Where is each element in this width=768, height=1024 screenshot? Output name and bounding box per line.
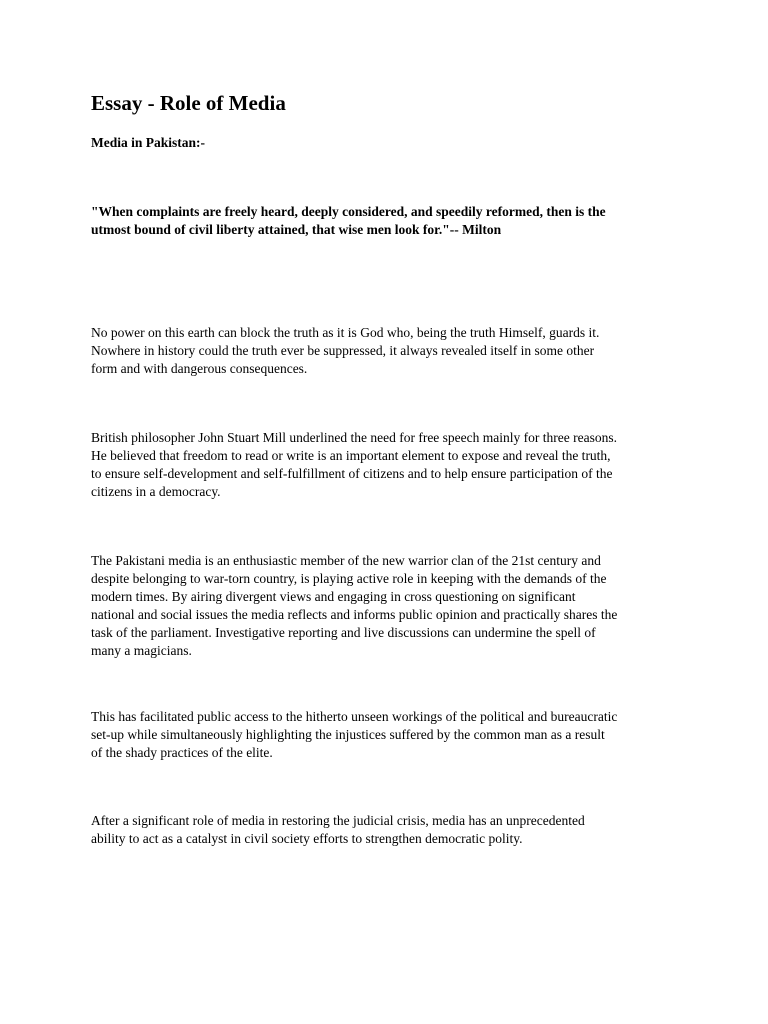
paragraph-line: task of the parliament. Investigative reporting and live discussions can undermine the spell of [91,625,596,640]
paragraph-line: This has facilitated public access to the hitherto unseen workings of the political and bureaucratic [91,709,618,724]
paragraph-line: national and social issues the media reflects and informs public opinion and practically shares the [91,607,618,622]
milton-quote [91,203,691,239]
paragraph-line: The Pakistani media is an enthusiastic member of the new warrior clan of the 21st century and [91,553,601,568]
paragraph-line: to ensure self-development and self-fulfillment of citizens and to help ensure participation of the [91,466,613,481]
paragraph-line: of the shady practices of the elite. [91,745,273,760]
paragraph-line: ability to act as a catalyst in civil society efforts to strengthen democratic polity. [91,831,523,846]
paragraph-judicial-crisis [91,812,691,848]
paragraph-line: No power on this earth can block the truth as it is God who, being the truth Himself, guards it. [91,325,600,340]
quote-line: "When complaints are freely heard, deeply considered, and speedily reformed, then is the [91,204,606,219]
paragraph-truth [91,324,691,378]
paragraph-mill [91,429,691,501]
quote-line: utmost bound of civil liberty attained, that wise men look for."-- Milton [91,222,502,237]
paragraph-line: Nowhere in history could the truth ever be suppressed, it always revealed itself in some other [91,343,595,358]
paragraph-line: He believed that freedom to read or write is an important element to expose and reveal the truth, [91,448,611,463]
paragraph-line: many a magicians. [91,643,192,658]
paragraph-line: After a significant role of media in restoring the judicial crisis, media has an unprecedented [91,813,585,828]
paragraph-line: set-up while simultaneously highlighting the injustices suffered by the common man as a result [91,727,605,742]
paragraph-line: form and with dangerous consequences. [91,361,308,376]
paragraph-line: citizens in a democracy. [91,484,221,499]
paragraph-pakistani-media [91,552,691,660]
paragraph-public-access [91,708,691,762]
paragraph-line: modern times. By airing divergent views and engaging in cross questioning on significant [91,589,576,604]
paragraph-line: despite belonging to war-torn country, is playing active role in keeping with the demands of the [91,571,607,586]
section-heading: Media in Pakistan:- [91,135,206,150]
paragraph-line: British philosopher John Stuart Mill underlined the need for free speech mainly for three reasons. [91,430,617,445]
essay-title: Essay - Role of Media [91,91,286,115]
